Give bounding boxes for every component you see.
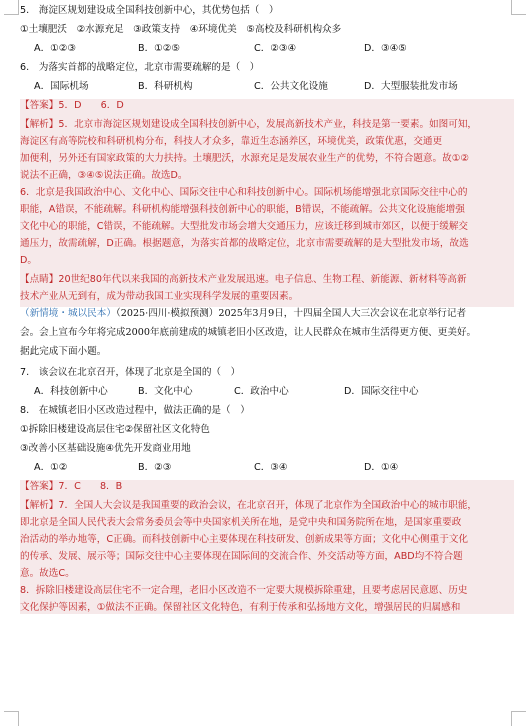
q8-option-d: D．①④ [364, 462, 399, 473]
q8-option-c: C．③④ [254, 462, 288, 473]
q5-option-d: D．③④⑤ [364, 43, 407, 54]
analysis-5-6-line: 职能，A错误，不能疏解。科研机构能增强科技创新中心的职能，B错误，不能疏解。公共文化设施能增强 [20, 204, 465, 215]
q6-options [20, 80, 514, 93]
q7-option-a: A．科技创新中心 [34, 386, 108, 397]
crop-mark-bottom-right [511, 711, 526, 726]
q7-options [20, 385, 514, 398]
q7-option-d: D．国际交往中心 [344, 386, 419, 397]
analysis-5-6-line: 6．北京是我国政治中心、文化中心、国际交往中心和科技创新中心。国际机场能增强北京国际交往中心的 [20, 187, 468, 198]
tip-line: 【点睛】20世纪80年代以来我国的高新技术产业发展迅速。电子信息、生物工程、新能源、新材料等高新 [20, 274, 467, 285]
analysis-7-8-line: 意。故选C。 [20, 568, 75, 579]
answer-block-5-6 [20, 99, 514, 307]
q8-factors-2: ③改善小区基础设施④优先开发商业用地 [20, 443, 191, 454]
q5-option-a: A．①②③ [34, 43, 76, 54]
analysis-5-6-line: 【解析】5．北京市海淀区规划建设成全国科技创新中心，发展高新技术产业，科技是第一要素。如图可知， [20, 119, 478, 130]
q5-options [20, 42, 514, 55]
q6-option-a: A．国际机场 [34, 81, 89, 92]
analysis-5-6-line: 海淀区有高等院校和科研机构分布，科技人才众多，靠近生态涵养区，环境优美，政策优惠，交通更 [20, 136, 443, 147]
analysis-5-6-line: 说法不正确，③④⑤说法正确。故选D。 [20, 170, 188, 181]
answer-5-6: 【答案】5．D 6．D [20, 100, 124, 111]
analysis-7-8-line: 的传承、发展、展示等；国际交往中心主要体现在国际间的交流合作、外交活动等方面，ABD均不符合题 [20, 551, 463, 562]
q7-option-c: C．政治中心 [234, 386, 289, 397]
q8-option-b: B．②③ [138, 462, 172, 473]
context-source: （2025·四川·模拟预测）2025年3月9日，十四届全国人大三次会议在北京举行记者 [115, 308, 467, 319]
q8-option-a: A．①② [34, 462, 68, 473]
q6-stem: 6. 为落实首都的战略定位，北京市需要疏解的是（ ） [20, 62, 260, 73]
context-line-1 [20, 307, 514, 320]
q6-option-d: D．大型服装批发市场 [364, 81, 458, 92]
q7-stem: 7. 该会议在北京召开，体现了北京是全国的（ ） [20, 367, 241, 378]
analysis-5-6-line: 通压力，故需疏解，D正确。根据题意，为落实首都的战略定位，北京市需要疏解的是大型批发市场，故选 [20, 238, 469, 249]
crop-mark-top-left [4, 0, 19, 15]
q6-option-c: C．公共文化设施 [254, 81, 328, 92]
q5-option-c: C．②③④ [254, 43, 297, 54]
analysis-7-8-line: 治活动的举办地等，C正确。而科技创新中心主要体现在科技研发、创新成果等方面；文化中心侧重于文化 [20, 534, 469, 545]
answer-7-8: 【答案】7．C 8．B [20, 481, 123, 492]
q8-options [20, 461, 514, 474]
crop-mark-bottom-left [4, 711, 19, 726]
q5-stem: 5. 海淀区规划建设成全国科技创新中心，其优势包括（ ） [20, 5, 279, 16]
analysis-7-8-line: 8．拆除旧楼建设高层住宅不一定合理，老旧小区改造不一定要大规模拆除重建，且要考虑居民意愿、历史 [20, 585, 468, 596]
context-line-3: 据此完成下面小题。 [20, 346, 107, 357]
q7-option-b: B．文化中心 [138, 386, 193, 397]
q5-factors: ①土壤肥沃 ②水源充足 ③政策支持 ④环境优美 ⑤高校及科研机构众多 [20, 24, 342, 35]
answer-block-7-8 [20, 480, 514, 614]
analysis-7-8-line: 【解析】7．全国人大会议是我国重要的政治会议，在北京召开，体现了北京作为全国政治中心的城市职能， [20, 500, 478, 511]
q8-stem: 8. 在城镇老旧小区改造过程中，做法正确的是（ ） [20, 405, 250, 416]
tip-line: 技术产业从无到有，成为带动我国工业实现科学发展的重要因素。 [20, 291, 299, 302]
q8-factors-1: ①拆除旧楼建设高层住宅②保留社区文化特色 [20, 424, 210, 435]
q5-option-b: B．①②⑤ [138, 43, 180, 54]
analysis-7-8-line: 文化保护等因素，①做法不正确。保留社区文化特色，有利于传承和弘扬地方文化，增强居民的归属感和 [20, 602, 461, 613]
analysis-5-6-line: D。 [20, 255, 37, 266]
context-line-2: 会。会上宣布今年将完成2000年底前建成的城镇老旧小区改造，让人民群众在城市生活得更方便、更美好。 [20, 327, 477, 338]
q6-option-b: B．科研机构 [138, 81, 193, 92]
analysis-5-6-line: 加便利，另外还有国家政策的大力扶持。土壤肥沃，水源充足是发展农业生产的优势，不符合题意。故①② [20, 153, 469, 164]
analysis-5-6-line: 文化中心的职能，C错误，不能疏解。大型批发市场会增大交通压力，应该迁移到城市郊区，以便于缓解交 [20, 221, 469, 232]
analysis-7-8-line: 即北京是全国人民代表大会常务委员会等中央国家机关所在地，是党中央和国务院所在地，是国家重要政 [20, 517, 462, 528]
document-body [20, 0, 514, 614]
context-tag: （新情境・城以民本） [20, 308, 116, 319]
